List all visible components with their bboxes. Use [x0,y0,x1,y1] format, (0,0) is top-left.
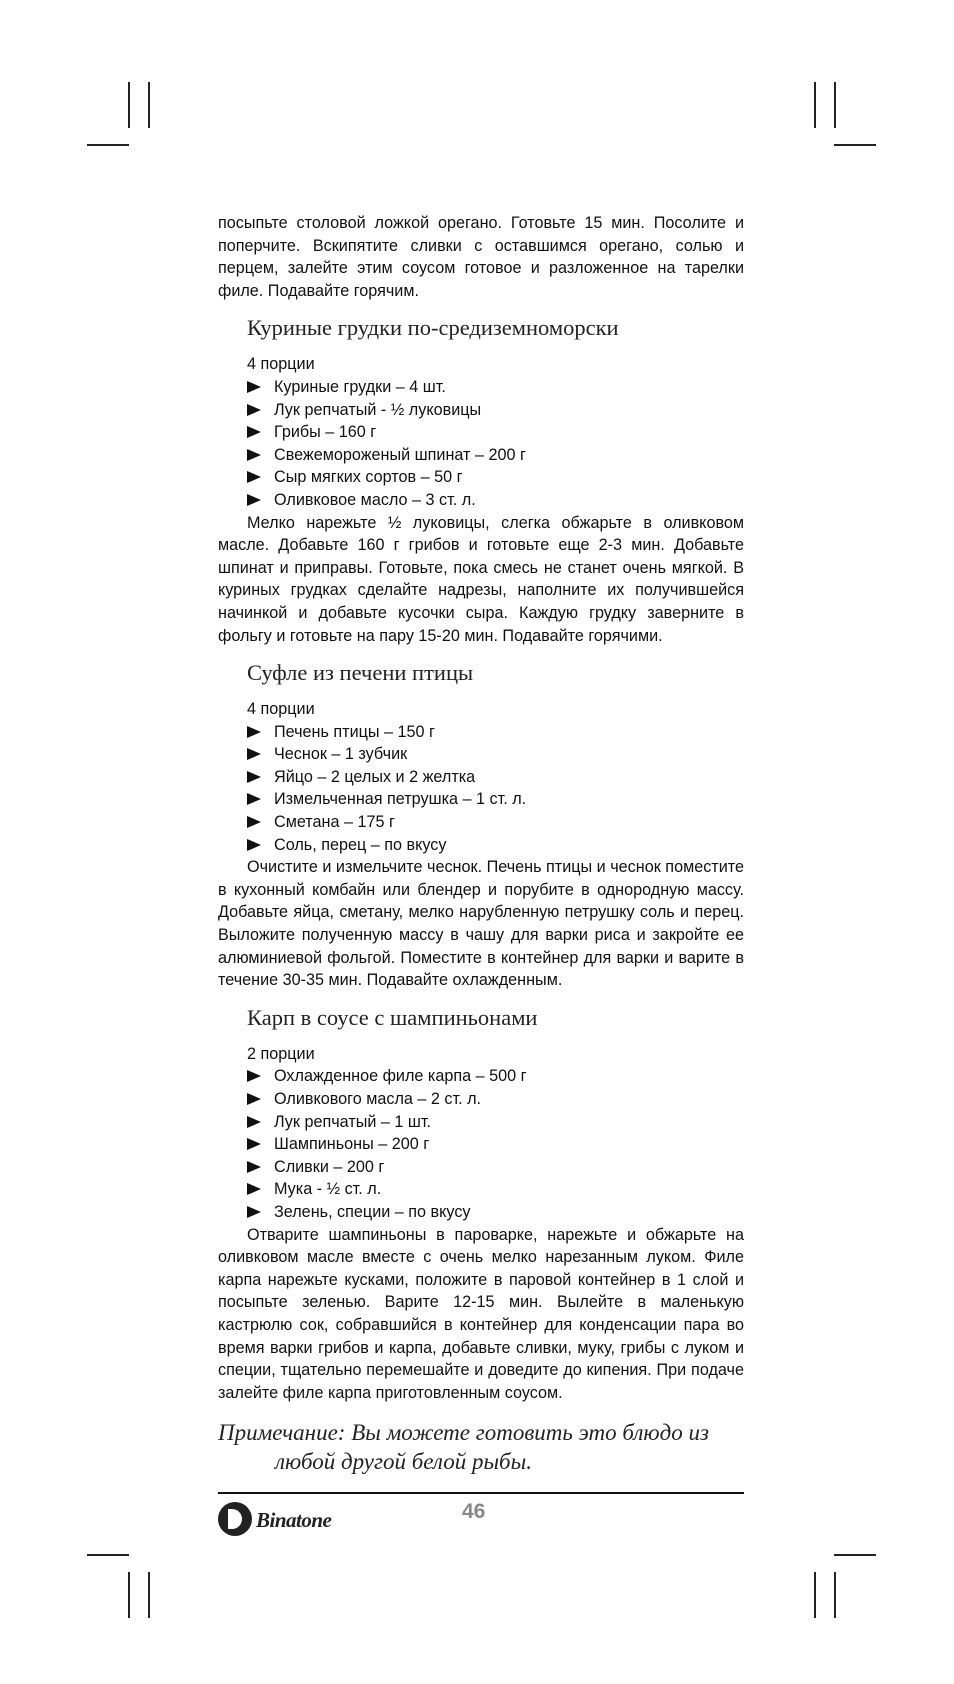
list-item: Лук репчатый - ½ луковицы [247,399,744,422]
triangle-bullet-icon [247,381,261,393]
recipe-carp [218,1005,744,1405]
triangle-bullet-icon [247,793,261,805]
list-item: Грибы – 160 г [247,421,744,444]
portions: 4 порции [247,700,315,719]
page-number: 46 [462,1500,486,1523]
crop-mark [128,82,130,128]
note [218,1418,744,1476]
triangle-bullet-icon [247,839,261,851]
crop-mark [834,1554,876,1556]
list-item: Шампиньоны – 200 г [247,1133,744,1156]
crop-mark [814,82,816,128]
triangle-bullet-icon [247,426,261,438]
triangle-bullet-icon [247,816,261,828]
page-content [218,212,744,1476]
triangle-bullet-icon [247,471,261,483]
triangle-bullet-icon [247,726,261,738]
triangle-bullet-icon [247,1070,261,1082]
footer-divider [218,1492,744,1494]
recipe-chicken [218,315,744,647]
crop-mark [834,82,836,128]
list-item: Лук репчатый – 1 шт. [247,1111,744,1134]
recipe-title: Карп в соусе с шампиньонами [247,1004,538,1030]
recipe-method: Отварите шампиньоны в пароварке, нарежьте и обжарьте на оливковом масле вместе с очень мелко нарезанным луком. Филе карпа нарежьте кусками, положите в паровой контейнер в 1 слой и посыпьте зеленью. Варите 12-15 мин. Вылейте в маленькую кастрюлю сок, собравшийся в контейнер для конденсации пара во время варки грибов и карпа, добавьте сливки, муку, грибы с луком и специи, тщательно перемешайте и доведите до кипения. При подаче залейте филе карпа приготовленным соусом. [218,1225,744,1402]
triangle-bullet-icon [247,494,261,506]
list-item: Охлажденное филе карпа – 500 г [247,1065,744,1088]
list-item: Оливкового масла – 2 ст. л. [247,1088,744,1111]
list-item: Измельченная петрушка – 1 ст. л. [247,788,744,811]
binatone-logo-icon [218,1502,252,1536]
crop-mark [87,1554,129,1556]
recipe-method: Очистите и измельчите чеснок. Печень птицы и чеснок поместите в кухонный комбайн или блендер и порубите в однородную массу. Добавьте яйца, сметану, мелко нарубленную петрушку соль и перец. Выложите полученную массу в чашу для варки риса и закройте ее алюминиевой фольгой. Поместите в контейнер для варки и варите в течение 30-35 мин. Подавайте охлажденным. [218,858,744,990]
list-item: Свежемороженый шпинат – 200 г [247,444,744,467]
binatone-logo [218,1500,388,1540]
recipe-title: Суфле из печени птицы [247,660,474,686]
triangle-bullet-icon [247,748,261,760]
recipe-souffle [218,660,744,992]
ingredient-list [218,1065,744,1223]
ingredient-list [218,721,744,857]
intro-paragraph: посыпьте столовой ложкой орегано. Готовьте 15 мин. Посолите и поперчите. Вскипятите сливки с оставшимся орегано, солью и перцем, залейте этим соусом готовое и разложенное на тарелки филе. Подавайте горячим. [218,214,744,300]
list-item: Мука - ½ ст. л. [247,1178,744,1201]
list-item: Соль, перец – по вкусу [247,834,744,857]
crop-mark [834,144,876,146]
list-item: Сметана – 175 г [247,811,744,834]
triangle-bullet-icon [247,1161,261,1173]
brand-name: Binatone [256,1508,332,1532]
list-item: Печень птицы – 150 г [247,721,744,744]
portions: 2 порции [247,1044,315,1063]
crop-mark [87,144,129,146]
crop-mark [834,1572,836,1618]
list-item: Зелень, специи – по вкусу [247,1201,744,1224]
list-item: Куриные грудки – 4 шт. [247,376,744,399]
recipe-method: Мелко нарежьте ½ луковицы, слегка обжарьте в оливковом масле. Добавьте 160 г грибов и готовьте еще 2-3 мин. Добавьте шпинат и приправы. Готовьте, пока смесь не станет очень мягкой. В куриных грудках сделайте надрезы, наполните их получившейся начинкой и добавьте кусочки сыра. Каждую грудку заверните в фольгу и готовьте на пару 15-20 мин. Подавайте горячими. [218,513,744,645]
triangle-bullet-icon [247,449,261,461]
triangle-bullet-icon [247,1183,261,1195]
list-item: Сливки – 200 г [247,1156,744,1179]
triangle-bullet-icon [247,771,261,783]
list-item: Чеснок – 1 зубчик [247,743,744,766]
crop-mark [148,82,150,128]
triangle-bullet-icon [247,1093,261,1105]
list-item: Яйцо – 2 целых и 2 желтка [247,766,744,789]
triangle-bullet-icon [247,1116,261,1128]
crop-mark [814,1572,816,1618]
portions: 4 порции [247,355,315,374]
crop-mark [128,1572,130,1618]
list-item: Сыр мягких сортов – 50 г [247,466,744,489]
ingredient-list [218,376,744,512]
note-line-2: любой другой белой рыбы. [275,1449,532,1475]
recipe-title: Куриные грудки по-средиземноморски [247,315,619,341]
crop-mark [148,1572,150,1618]
note-line-1: Примечание: Вы можете готовить это блюдо из [218,1420,709,1446]
triangle-bullet-icon [247,1138,261,1150]
list-item: Оливковое масло – 3 ст. л. [247,489,744,512]
triangle-bullet-icon [247,1206,261,1218]
triangle-bullet-icon [247,404,261,416]
